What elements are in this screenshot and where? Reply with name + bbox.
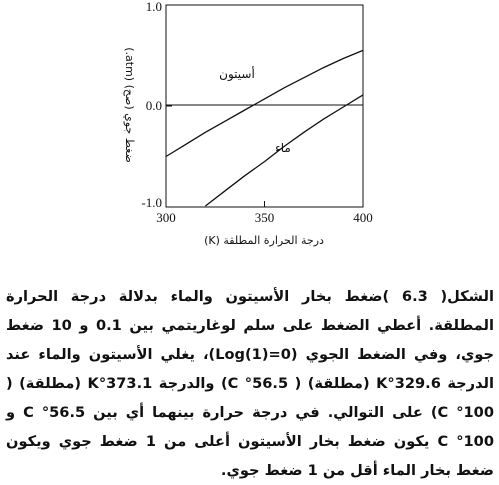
caption-text: الشكل( 6.3 )ضغط بخار الأسيتون والماء بدلالة درجة الحرارة المطلقة. أعطي الضغط على سلم لوغاريتمي بين 0.1 و 10 ضغط جوي، وفي الضغط الجوي (Log(1)=0)، يغلي الأسيتون والماء عند الدرجة 329.6°K (مطلقة) ( 56.5° C) والدرجة 373.1°K (مطلقة) ( 100° C) على التوالي. في درجة حرارة بينهما أي بين 56.5° C و 100° C يكون ضغط بخار الأسيتون أعلى من 1 ضغط جوي ويكون ضغط بخار الماء أقل من 1 ضغط جوي. [6,288,495,479]
series-line-acetone [166,50,363,156]
x-tick-label: 400 [353,210,373,225]
x-axis-title: درجة الحرارة المطلقة (K) [204,234,324,247]
y-axis-title: ضغط جوي (صح) (atm.) [123,47,136,163]
y-tick-label: 1.0 [145,0,162,14]
y-tick-label: 0.0 [145,98,162,113]
figure-caption [6,282,494,485]
series-label-water: ماء [275,141,291,155]
series-label-acetone: أسيتون [219,67,255,81]
x-tick-label: 300 [156,210,176,225]
x-tick-label: 350 [254,210,275,225]
plot-frame [166,5,363,207]
y-tick-label: -1.0 [141,195,162,210]
